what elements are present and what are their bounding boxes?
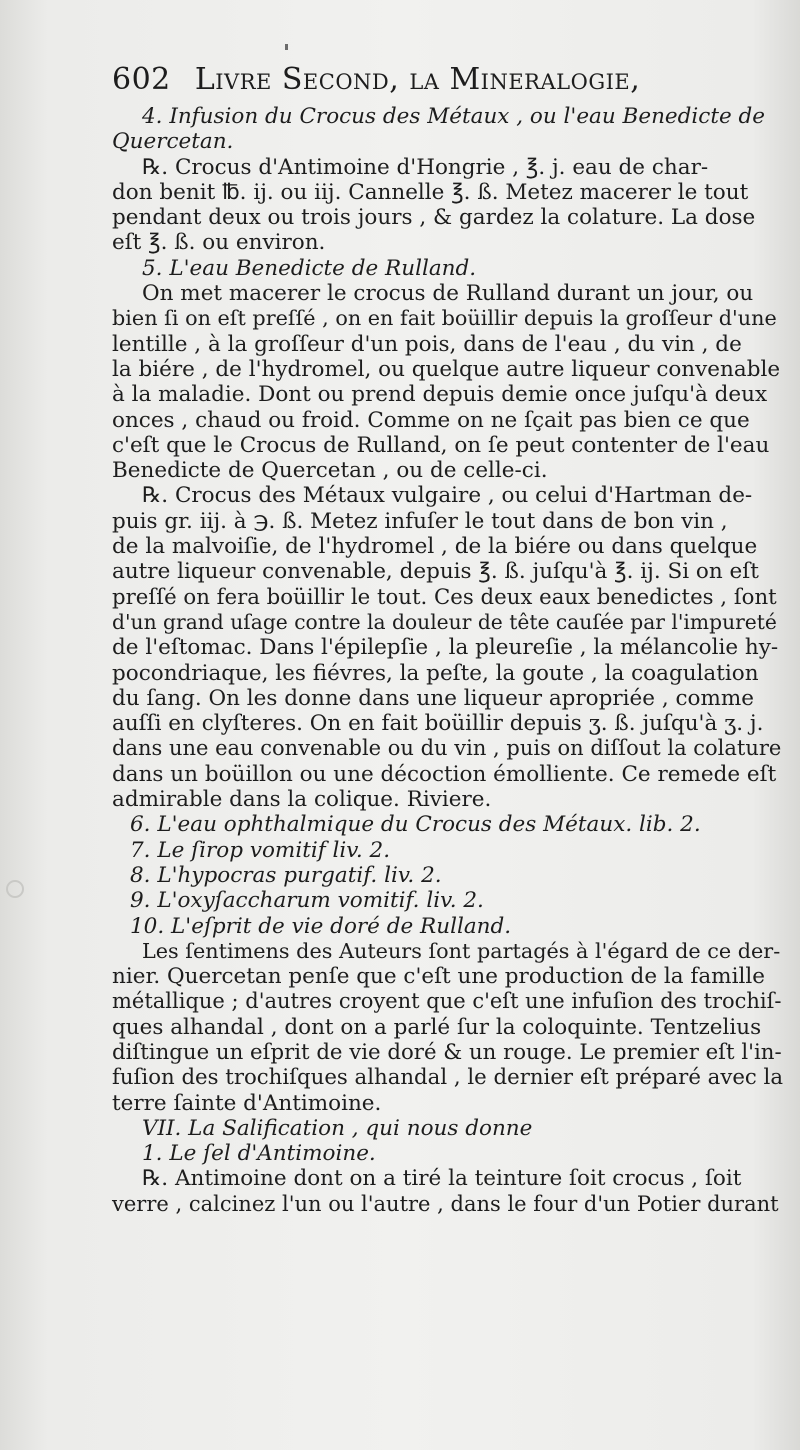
text-line: nier. Quercetan penſe que c'eſt une production de la famille [112, 964, 765, 990]
text-line: terre ſainte d'Antimoine. [112, 1090, 382, 1116]
text-line: verre , calcinez l'un ou l'autre , dans le four d'un Potier durant [112, 1191, 779, 1216]
text-line: ques alhandal , dont on a parlé ſur la coloquinte. Tentzelius [112, 1014, 762, 1040]
text-line: 4. Infusion du Crocus des Métaux , ou l'eau Benedicte de [142, 104, 766, 129]
text-line: pocondriaque, les fiévres, la peſte, la goute , la coagulation [112, 660, 759, 686]
text-line: ℞. Crocus d'Antimoine d'Hongrie , ℥. j. eau de char- [142, 154, 709, 180]
text-line: 1. Le ſel d'Antimoine. [142, 1141, 376, 1167]
ink-spot [285, 44, 288, 50]
text-line: auſſi en clyſteres. On en fait boüillir depuis ʒ. ß. juſqu'à ʒ. j. [112, 711, 764, 737]
text-line: métallique ; d'autres croyent que c'eſt une infuſion des trochiſ- [112, 989, 782, 1014]
text-line: puis gr. iij. à ℈. ß. Metez infuſer le tout dans de bon vin , [112, 508, 728, 534]
text-line: On met macerer le crocus de Rulland durant un jour, ou [142, 281, 754, 307]
text-line: de l'eſtomac. Dans l'épilepſie , la pleureſie , la mélancolie hy- [112, 635, 779, 661]
text-line: du ſang. On les donne dans une liqueur apropriée , comme [112, 685, 754, 711]
text-line: à la maladie. Dont ou prend depuis demie once juſqu'à deux [112, 382, 768, 408]
running-title: Livre Second, la Mineralogie, [194, 62, 641, 97]
text-line: onces , chaud ou froid. Comme on ne ſçait pas bien ce que [112, 407, 750, 433]
text-line: autre liqueur convenable, depuis ℥. ß. juſqu'à ℥. ij. Si on eſt [112, 559, 759, 585]
text-line: VII. La Salification , qui nous donne [142, 1115, 533, 1141]
text-line: 6. L'eau ophthalmique du Crocus des Métaux. lib. 2. [130, 812, 701, 838]
text-line: ℞. Antimoine dont on a tiré la teinture ſoit crocus , ſoit [142, 1166, 742, 1192]
text-line: d'un grand uſage contre la douleur de tête cauſée par l'impureté [112, 609, 777, 634]
text-line: dans une eau convenable ou du vin , puis on diſſout la colature [112, 736, 782, 761]
running-header [112, 62, 782, 98]
text-line: Benedicte de Quercetan , ou de celle-ci. [112, 458, 548, 484]
binding-hole [6, 880, 24, 898]
text-line: 8. L'hypocras purgatif. liv. 2. [130, 862, 442, 888]
text-line: eſt ℥. ß. ou environ. [112, 230, 326, 256]
text-line: ℞. Crocus des Métaux vulgaire , ou celui d'Hartman de- [142, 483, 753, 509]
text-line: bien ſi on eſt preſſé , on en fait boüillir depuis la groſſeur d'une [112, 306, 777, 331]
text-line: pendant deux ou trois jours , & gardez la colature. La dose [112, 205, 756, 231]
text-line: Les ſentimens des Auteurs ſont partagés à l'égard de ce der- [142, 938, 781, 963]
text-line: de la malvoiſie, de l'hydromel , de la biére ou dans quelque [112, 534, 758, 560]
text-line: dans un boüillon ou une décoction émolliente. Ce remede eſt [112, 761, 777, 787]
text-line: 10. L'eſprit de vie doré de Rulland. [130, 913, 512, 939]
text-line: diſtingue un eſprit de vie doré & un rouge. Le premier eſt l'in- [112, 1039, 782, 1065]
text-line: 9. L'oxyſaccharum vomitif. liv. 2. [130, 888, 484, 914]
text-line: don benit ℔. ij. ou iij. Cannelle ℥. ß. Metez macerer le tout [112, 179, 749, 205]
page-number: 602 [112, 62, 171, 97]
text-line: 5. L'eau Benedicte de Rulland. [142, 255, 477, 281]
text-line: c'eſt que le Crocus de Rulland, on ſe peut contenter de l'eau [112, 432, 770, 458]
text-line: Quercetan. [112, 129, 234, 155]
text-line: lentille , à la groſſeur d'un pois, dans de l'eau , du vin , de [112, 331, 742, 357]
text-line: preſſé on fera boüillir le tout. Ces deux eaux benedictes , ſont [112, 584, 777, 610]
text-line: 7. Le ſirop vomitif liv. 2. [130, 837, 391, 863]
text-line: la biére , de l'hydromel, ou quelque autre liqueur convenable [112, 356, 781, 382]
text-line: fuſion des trochiſques alhandal , le dernier eſt préparé avec la [112, 1065, 784, 1091]
page-text [112, 104, 782, 1217]
text-line: admirable dans la colique. Riviere. [112, 787, 492, 813]
